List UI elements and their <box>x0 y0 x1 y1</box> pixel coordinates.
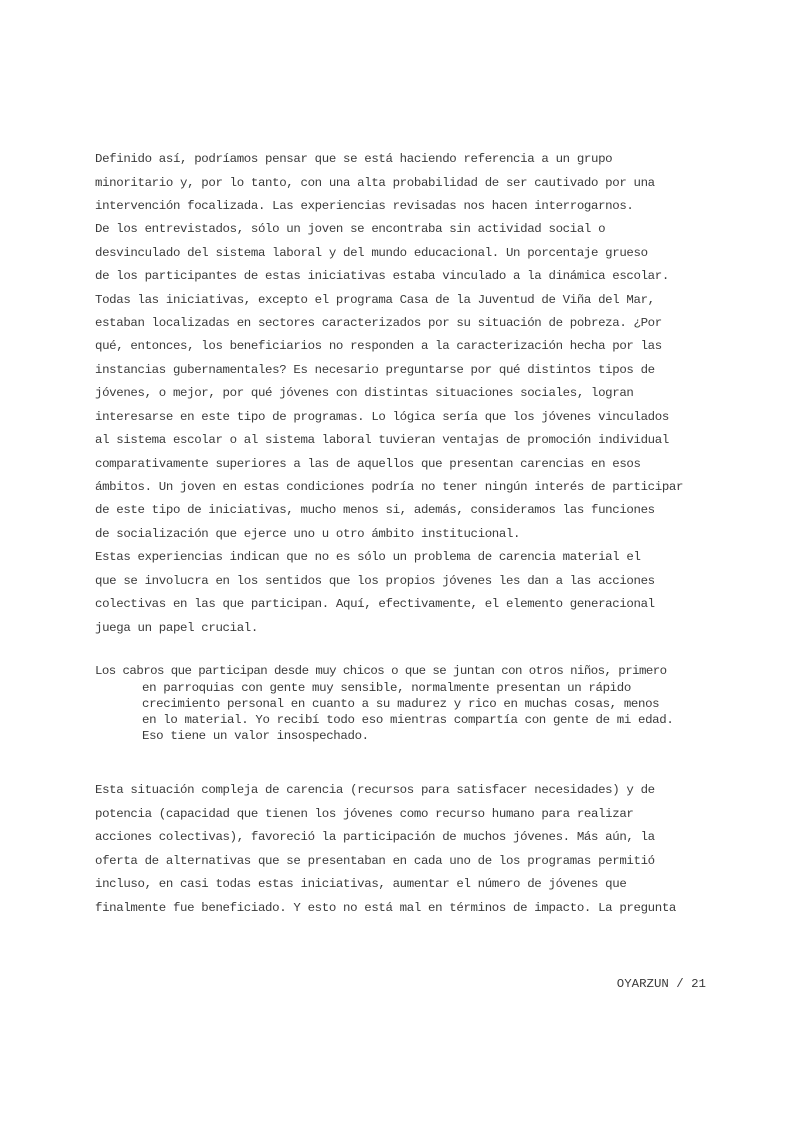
text-line: de socialización que ejerce uno u otro ámbito institucional. <box>95 527 521 541</box>
quote-line: en lo material. Yo recibí todo eso mientras compartía con gente de mi edad. <box>142 713 674 727</box>
text-line: de este tipo de iniciativas, mucho menos si, además, consideramos las funciones <box>95 503 655 517</box>
text-line: ámbitos. Un joven en estas condiciones podría no tener ningún interés de participar <box>95 480 684 494</box>
quote-line: en parroquias con gente muy sensible, normalmente presentan un rápido <box>142 681 631 695</box>
text-line: potencia (capacidad que tienen los jóvenes como recurso humano para realizar <box>95 807 634 821</box>
text-line: De los entrevistados, sólo un joven se encontraba sin actividad social o <box>95 222 606 236</box>
text-line: de los participantes de estas iniciativas estaba vinculado a la dinámica escolar. <box>95 269 669 283</box>
text-line: Estas experiencias indican que no es sólo un problema de carencia material el <box>95 550 641 564</box>
text-line: intervención focalizada. Las experiencias revisadas nos hacen interrogarnos. <box>95 199 634 213</box>
text-line: Todas las iniciativas, excepto el programa Casa de la Juventud de Viña del Mar, <box>95 293 655 307</box>
text-line: oferta de alternativas que se presentaban en cada uno de los programas permitió <box>95 854 655 868</box>
text-line: Definido así, podríamos pensar que se está haciendo referencia a un grupo <box>95 152 613 166</box>
text-line: al sistema escolar o al sistema laboral tuvieran ventajas de promoción individual <box>95 433 669 447</box>
quote-line: Los cabros que participan desde muy chicos o que se juntan con otros niños, primero <box>95 664 667 678</box>
text-line: colectivas en las que participan. Aquí, efectivamente, el elemento generacional <box>95 597 655 611</box>
text-line: Esta situación compleja de carencia (recursos para satisfacer necesidades) y de <box>95 783 655 797</box>
text-line: comparativamente superiores a las de aquellos que presentan carencias en esos <box>95 457 641 471</box>
text-line: instancias gubernamentales? Es necesario preguntarse por qué distintos tipos de <box>95 363 655 377</box>
text-line: finalmente fue beneficiado. Y esto no está mal en términos de impacto. La pregunta <box>95 901 677 915</box>
text-line: interesarse en este tipo de programas. Lo lógica sería que los jóvenes vinculados <box>95 410 669 424</box>
page-footer: OYARZUN / 21 <box>616 977 706 991</box>
text-line: estaban localizadas en sectores caracterizados por su situación de pobreza. ¿Por <box>95 316 662 330</box>
text-line: juega un papel crucial. <box>95 621 258 635</box>
quote-line: crecimiento personal en cuanto a su madurez y rico en muchas cosas, menos <box>142 697 660 711</box>
text-line: jóvenes, o mejor, por qué jóvenes con distintas situaciones sociales, logran <box>95 386 634 400</box>
text-line: acciones colectivas), favoreció la participación de muchos jóvenes. Más aún, la <box>95 830 655 844</box>
text-line: minoritario y, por lo tanto, con una alta probabilidad de ser cautivado por una <box>95 176 655 190</box>
quote-line: Eso tiene un valor insospechado. <box>142 729 369 743</box>
text-line: desvinculado del sistema laboral y del mundo educacional. Un porcentaje grueso <box>95 246 648 260</box>
text-line: incluso, en casi todas estas iniciativas, aumentar el número de jóvenes que <box>95 877 627 891</box>
text-line: que se involucra en los sentidos que los propios jóvenes les dan a las acciones <box>95 574 655 588</box>
text-line: qué, entonces, los beneficiarios no responden a la caracterización hecha por las <box>95 339 662 353</box>
